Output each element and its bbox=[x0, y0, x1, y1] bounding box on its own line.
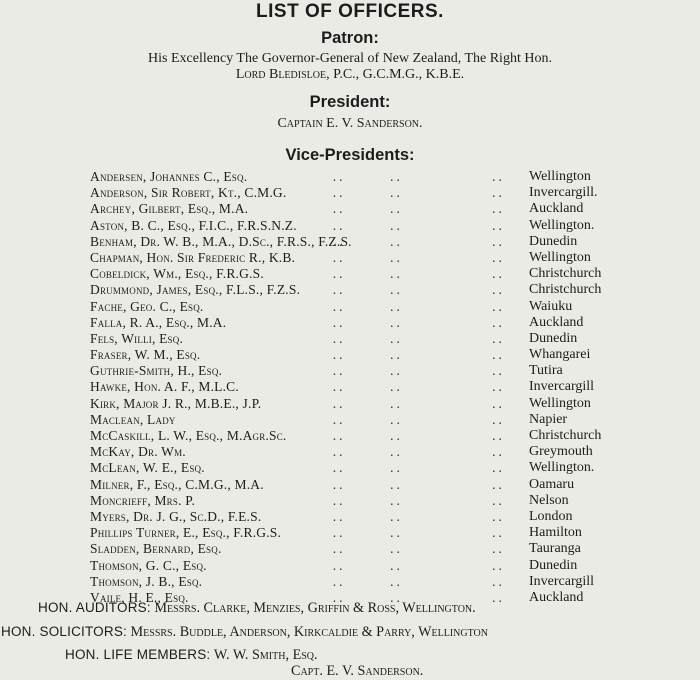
leader-dots: .. .. .. bbox=[320, 428, 505, 443]
vice-president-name: Thomson, J. B., Esq. bbox=[90, 573, 203, 589]
auditors-line bbox=[38, 600, 476, 617]
leader-dots: .. .. .. bbox=[320, 573, 505, 589]
vice-president-place: Wellington bbox=[529, 395, 591, 411]
leader-dots: .. .. .. bbox=[320, 314, 505, 330]
vice-president-name: McKay, Dr. Wm. bbox=[90, 444, 186, 460]
vice-president-name: Thomson, G. C., Esq. bbox=[90, 557, 207, 573]
vice-president-row bbox=[0, 525, 700, 541]
vice-president-name: Myers, Dr. J. G., Sc.D., F.E.S. bbox=[90, 508, 262, 524]
leader-dots: .. .. .. bbox=[320, 185, 505, 201]
vice-presidents-heading: Vice-Presidents: bbox=[285, 146, 415, 164]
leader-dots: .. .. .. bbox=[320, 201, 505, 217]
vice-president-name: Vaile, H. E., Esq. bbox=[90, 589, 189, 605]
vice-president-place: Invercargill bbox=[529, 573, 595, 589]
vice-president-row bbox=[0, 250, 700, 266]
leader-dots: .. .. .. bbox=[320, 217, 505, 233]
vice-president-row bbox=[0, 444, 700, 460]
vice-president-place: Christchurch bbox=[529, 282, 602, 298]
vice-president-name: Guthrie-Smith, H., Esq. bbox=[90, 363, 223, 379]
vice-president-row bbox=[0, 299, 700, 315]
leader-dots: .. .. .. bbox=[320, 444, 505, 460]
vice-president-place: London bbox=[529, 508, 573, 524]
life-member-1: W. W. Smith, Esq. bbox=[213, 647, 318, 663]
vice-president-name: Sladden, Bernard, Esq. bbox=[90, 541, 222, 557]
vice-president-name: Drummond, James, Esq., F.L.S., F.Z.S. bbox=[90, 282, 301, 298]
vice-president-row bbox=[0, 558, 700, 574]
vice-president-row bbox=[0, 493, 700, 509]
vice-president-name: Fels, Willi, Esq. bbox=[90, 330, 184, 346]
vice-president-row bbox=[0, 347, 700, 363]
vice-president-place: Christchurch bbox=[529, 266, 602, 282]
leader-dots: .. .. .. bbox=[320, 282, 505, 298]
vice-president-place: Greymouth bbox=[529, 444, 593, 460]
vice-president-place: Auckland bbox=[529, 589, 584, 605]
life-members-line bbox=[65, 647, 318, 664]
vice-president-row bbox=[0, 218, 700, 234]
vice-president-name: Chapman, Hon. Sir Frederic R., K.B. bbox=[90, 249, 296, 265]
vice-president-place: Dunedin bbox=[529, 233, 578, 249]
vice-president-row bbox=[0, 477, 700, 493]
vice-president-row bbox=[0, 412, 700, 428]
vice-president-row bbox=[0, 315, 700, 331]
leader-dots: .. .. .. bbox=[320, 525, 505, 541]
vice-president-place: Invercargill. bbox=[529, 185, 598, 201]
vice-president-place: Oamaru bbox=[529, 476, 575, 492]
leader-dots: .. .. .. bbox=[320, 347, 505, 363]
patron-heading: Patron: bbox=[321, 29, 379, 47]
vice-president-row bbox=[0, 428, 700, 444]
vice-president-row bbox=[0, 363, 700, 379]
vice-president-row bbox=[0, 185, 700, 201]
leader-dots: .. .. .. bbox=[320, 379, 505, 395]
leader-dots: .. .. .. bbox=[320, 557, 505, 573]
vice-president-row bbox=[0, 201, 700, 217]
vice-president-name: Maclean, Lady bbox=[90, 411, 176, 427]
vice-president-name: Andersen, Johannes C., Esq. bbox=[90, 169, 248, 184]
patron-line-2: Lord Bledisloe, P.C., G.C.M.G., K.B.E. bbox=[235, 67, 465, 82]
vice-president-row bbox=[0, 169, 700, 185]
auditors-text: Messrs. Clarke, Menzies, Griffin & Ross, Wellington. bbox=[154, 600, 476, 616]
vice-president-name: Kirk, Major J. R., M.B.E., J.P. bbox=[90, 395, 262, 411]
page-title: LIST OF OFFICERS. bbox=[256, 1, 444, 22]
vice-president-place: Auckland bbox=[529, 314, 584, 330]
vice-president-name: Aston, B. C., Esq., F.I.C., F.R.S.N.Z. bbox=[90, 217, 297, 233]
vice-president-name: Hawke, Hon. A. F., M.L.C. bbox=[90, 379, 239, 395]
vice-president-name: McLean, W. E., Esq. bbox=[90, 460, 205, 476]
leader-dots: .. .. .. bbox=[320, 298, 505, 314]
leader-dots: .. .. .. bbox=[320, 411, 505, 427]
solicitors-label: HON. SOLICITORS: bbox=[1, 624, 127, 639]
vice-president-name: McCaskill, L. W., Esq., M.Agr.Sc. bbox=[90, 428, 287, 443]
vice-president-row bbox=[0, 509, 700, 525]
leader-dots: .. .. .. bbox=[320, 508, 505, 524]
vice-president-row bbox=[0, 282, 700, 298]
vice-president-place: Napier bbox=[529, 411, 568, 427]
vice-president-place: Nelson bbox=[529, 492, 569, 508]
vice-president-name: Cobeldick, Wm., Esq., F.R.G.S. bbox=[90, 266, 264, 282]
leader-dots: .. .. .. bbox=[320, 363, 505, 379]
vice-president-row bbox=[0, 541, 700, 557]
vice-president-name: Moncrieff, Mrs. P. bbox=[90, 492, 196, 508]
leader-dots: .. .. .. bbox=[320, 460, 505, 476]
leader-dots: .. .. .. bbox=[320, 266, 505, 282]
leader-dots: .. .. .. bbox=[320, 233, 505, 249]
vice-president-place: Invercargill bbox=[529, 379, 595, 395]
vice-president-row bbox=[0, 379, 700, 395]
leader-dots: .. .. .. bbox=[320, 541, 505, 557]
vice-president-place: Dunedin bbox=[529, 557, 578, 573]
vice-president-name: Benham, Dr. W. B., M.A., D.Sc., F.R.S., F.Z.S. bbox=[90, 233, 352, 249]
vice-president-row bbox=[0, 331, 700, 347]
life-members-label: HON. LIFE MEMBERS: bbox=[65, 647, 211, 662]
leader-dots: .. .. .. bbox=[320, 249, 505, 265]
vice-president-name: Milner, F., Esq., C.M.G., M.A. bbox=[90, 476, 264, 492]
vice-president-place: Wellington. bbox=[529, 460, 595, 476]
vice-president-row bbox=[0, 266, 700, 282]
patron-line-1: His Excellency The Governor-General of New Zealand, The Right Hon. bbox=[148, 51, 552, 66]
vice-president-name: Fache, Geo. C., Esq. bbox=[90, 298, 204, 314]
leader-dots: .. .. .. bbox=[320, 169, 505, 184]
vice-president-row bbox=[0, 396, 700, 412]
vice-president-place: Auckland bbox=[529, 201, 584, 217]
leader-dots: .. .. .. bbox=[320, 330, 505, 346]
vice-president-place: Waiuku bbox=[529, 298, 573, 314]
vice-president-place: Tauranga bbox=[529, 541, 581, 557]
vice-president-name: Falla, R. A., Esq., M.A. bbox=[90, 314, 227, 330]
vice-president-place: Wellington bbox=[529, 169, 591, 184]
leader-dots: .. .. .. bbox=[320, 395, 505, 411]
leader-dots: .. .. .. bbox=[320, 492, 505, 508]
auditors-label: HON. AUDITORS: bbox=[38, 600, 151, 615]
president-heading: President: bbox=[309, 93, 391, 111]
vice-presidents-list bbox=[0, 169, 700, 606]
vice-president-row bbox=[0, 234, 700, 250]
solicitors-text: Messrs. Buddle, Anderson, Kirkcaldie & Parry, Wellington bbox=[130, 624, 489, 640]
vice-president-row bbox=[0, 460, 700, 476]
vice-president-row bbox=[0, 574, 700, 590]
vice-president-place: Christchurch bbox=[529, 428, 602, 443]
life-member-2: Capt. E. V. Sanderson. bbox=[291, 663, 424, 679]
vice-president-name: Anderson, Sir Robert, Kt., C.M.G. bbox=[90, 185, 287, 201]
vice-president-place: Tutira bbox=[529, 363, 563, 379]
vice-president-name: Phillips Turner, E., Esq., F.R.G.S. bbox=[90, 525, 282, 541]
leader-dots: .. .. .. bbox=[320, 476, 505, 492]
vice-president-name: Fraser, W. M., Esq. bbox=[90, 347, 201, 363]
leader-dots: .. .. .. bbox=[320, 589, 505, 605]
vice-president-place: Hamilton bbox=[529, 525, 582, 541]
vice-president-place: Dunedin bbox=[529, 330, 578, 346]
vice-president-place: Wellington. bbox=[529, 217, 595, 233]
solicitors-line bbox=[1, 624, 488, 641]
vice-president-place: Whangarei bbox=[529, 347, 591, 363]
president-name: Captain E. V. Sanderson. bbox=[277, 116, 423, 131]
vice-president-place: Wellington bbox=[529, 249, 591, 265]
vice-president-name: Archey, Gilbert, Esq., M.A. bbox=[90, 201, 249, 217]
